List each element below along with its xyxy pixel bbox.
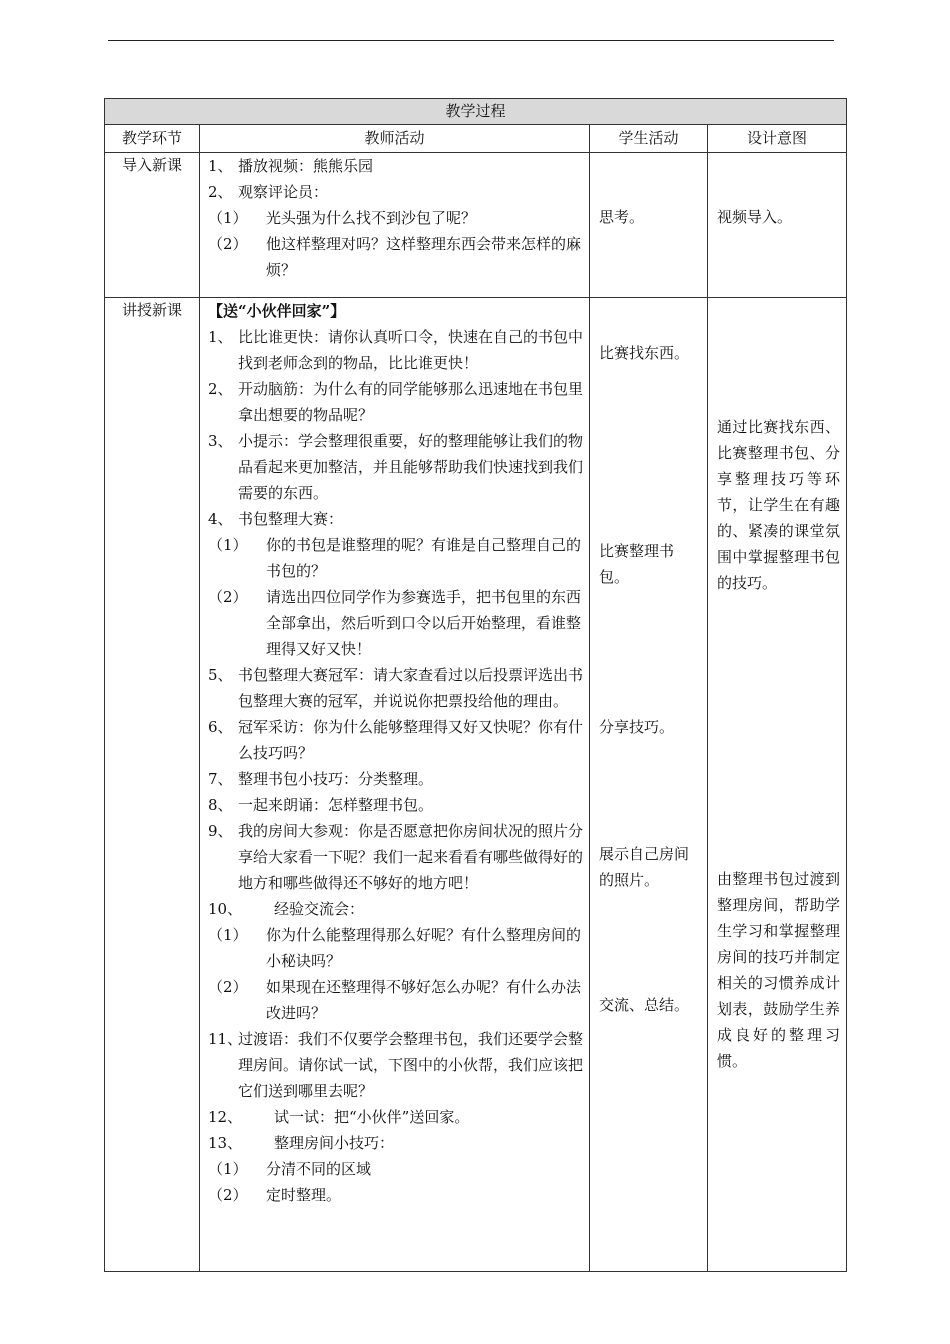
sub-item — [208, 974, 583, 1026]
item-text: 试一试：把“小伙伴”送回家。 — [274, 1108, 470, 1126]
item-text: 播放视频：熊熊乐园 — [238, 157, 374, 175]
list-item — [208, 179, 583, 205]
sub-item — [208, 231, 583, 283]
item-number: 2、 — [208, 380, 233, 398]
stage-cell: 导入新课 — [105, 153, 200, 298]
design-intent: 由整理书包过渡到整理房间，帮助学生学习和掌握整理房间的技巧并制定相关的习惯养成计划表，鼓励学生养成良好的整理习惯。 — [717, 870, 841, 1070]
item-text: 书包整理大赛： — [238, 510, 344, 528]
design-intent: 视频导入。 — [717, 208, 793, 226]
student-activity: 展示自己房间的照片。 — [599, 845, 690, 889]
item-number: （2） — [208, 978, 248, 996]
list-item — [208, 376, 583, 428]
section-heading: 【送“小伙伴回家”】 — [208, 302, 346, 320]
list-item — [208, 153, 583, 179]
item-number: （1） — [208, 209, 248, 227]
list-item — [208, 896, 583, 922]
list-item — [208, 1104, 583, 1130]
item-number: 12、 — [208, 1108, 243, 1126]
item-number: （1） — [208, 926, 248, 944]
item-number: 10、 — [208, 900, 243, 918]
list-item — [208, 324, 583, 376]
list-item — [208, 714, 583, 766]
item-number: （2） — [208, 588, 248, 606]
table-title: 教学过程 — [105, 99, 847, 125]
list-item — [208, 506, 583, 532]
list-item — [208, 818, 583, 896]
student-activity: 分享技巧。 — [599, 718, 675, 736]
list-item — [208, 766, 583, 792]
item-number: 5、 — [208, 666, 233, 684]
list-item — [208, 1130, 583, 1156]
item-text: 光头强为什么找不到沙包了呢？ — [266, 209, 477, 227]
item-text: 整理书包小技巧：分类整理。 — [238, 770, 434, 788]
student-activity-cell — [590, 298, 708, 1272]
item-number: 1、 — [208, 157, 233, 175]
sub-item — [208, 205, 583, 231]
item-number: 11、 — [208, 1030, 243, 1048]
item-text: 冠军采访：你为什么能够整理得又好又快呢？你有什么技巧吗？ — [238, 718, 584, 762]
design-intent-cell — [708, 298, 847, 1272]
list-item — [208, 792, 583, 818]
list-item — [208, 662, 583, 714]
list-item — [208, 1026, 583, 1104]
item-text: 比比谁更快：请你认真听口令，快速在自己的书包中找到老师念到的物品，比比谁更快！ — [238, 328, 584, 372]
item-text: 你的书包是谁整理的呢？有谁是自己整理自己的书包的？ — [266, 536, 582, 580]
item-number: （1） — [208, 536, 248, 554]
header-stage: 教学环节 — [105, 125, 200, 153]
table-row — [105, 298, 847, 1272]
item-text: 开动脑筋：为什么有的同学能够那么迅速地在书包里拿出想要的物品呢？ — [238, 380, 584, 424]
header-intent: 设计意图 — [708, 125, 847, 153]
item-number: 7、 — [208, 770, 233, 788]
item-number: （2） — [208, 1186, 248, 1204]
sub-item — [208, 1156, 583, 1182]
teacher-activity-cell — [200, 153, 590, 298]
stage-cell: 讲授新课 — [105, 298, 200, 1272]
item-text: 经验交流会： — [274, 900, 365, 918]
item-number: （2） — [208, 235, 248, 253]
item-number: 6、 — [208, 718, 233, 736]
item-text: 观察评论员： — [238, 183, 329, 201]
student-activity: 比赛整理书包。 — [599, 542, 675, 586]
item-text: 他这样整理对吗？这样整理东西会带来怎样的麻烦？ — [266, 235, 582, 279]
item-text: 你为什么能整理得那么好呢？有什么整理房间的小秘诀吗？ — [266, 926, 582, 970]
item-text: 分清不同的区域 — [266, 1160, 372, 1178]
item-text: 过渡语：我们不仅要学会整理书包，我们还要学会整理房间。请你试一试，下图中的小伙帮，我们应该把它们送到哪里去呢？ — [238, 1030, 584, 1100]
sub-item — [208, 532, 583, 584]
item-text: 整理房间小技巧： — [274, 1134, 395, 1152]
item-number: 13、 — [208, 1134, 243, 1152]
design-intent: 通过比赛找东西、比赛整理书包、分享整理技巧等环节，让学生在有趣的、紧凑的课堂氛围中掌握整理书包的技巧。 — [717, 418, 841, 592]
sub-item — [208, 584, 583, 662]
item-number: 4、 — [208, 510, 233, 528]
item-text: 请选出四位同学作为参赛选手，把书包里的东西全部拿出，然后听到口令以后开始整理，看谁整理得又好又快！ — [266, 588, 582, 658]
item-number: 8、 — [208, 796, 233, 814]
item-text: 小提示：学会整理很重要，好的整理能够让我们的物品看起来更加整洁，并且能够帮助我们快速找到我们需要的东西。 — [238, 432, 584, 502]
student-activity: 思考。 — [599, 208, 645, 226]
header-student: 学生活动 — [590, 125, 708, 153]
student-activity-cell — [590, 153, 708, 298]
item-number: 9、 — [208, 822, 233, 840]
sub-item — [208, 1182, 583, 1208]
item-number: 1、 — [208, 328, 233, 346]
table-row — [105, 153, 847, 298]
item-number: 2、 — [208, 183, 233, 201]
list-item — [208, 428, 583, 506]
teacher-activity-cell — [200, 298, 590, 1272]
student-activity: 比赛找东西。 — [599, 344, 690, 362]
header-rule — [108, 40, 834, 41]
design-intent-cell — [708, 153, 847, 298]
sub-item — [208, 922, 583, 974]
item-text: 一起来朗诵：怎样整理书包。 — [238, 796, 434, 814]
item-text: 定时整理。 — [266, 1186, 342, 1204]
item-number: （1） — [208, 1160, 248, 1178]
item-text: 如果现在还整理得不够好怎么办呢？有什么办法改进吗？ — [266, 978, 582, 1022]
item-number: 3、 — [208, 432, 233, 450]
item-text: 书包整理大赛冠军：请大家查看过以后投票评选出书包整理大赛的冠军，并说说你把票投给他的理由。 — [238, 666, 584, 710]
header-teacher: 教师活动 — [200, 125, 590, 153]
student-activity: 交流、总结。 — [599, 996, 690, 1014]
teaching-process-table — [104, 98, 847, 1272]
item-text: 我的房间大参观：你是否愿意把你房间状况的照片分享给大家看一下呢？我们一起来看看有哪些做得好的地方和哪些做得还不够好的地方吧！ — [238, 822, 584, 892]
